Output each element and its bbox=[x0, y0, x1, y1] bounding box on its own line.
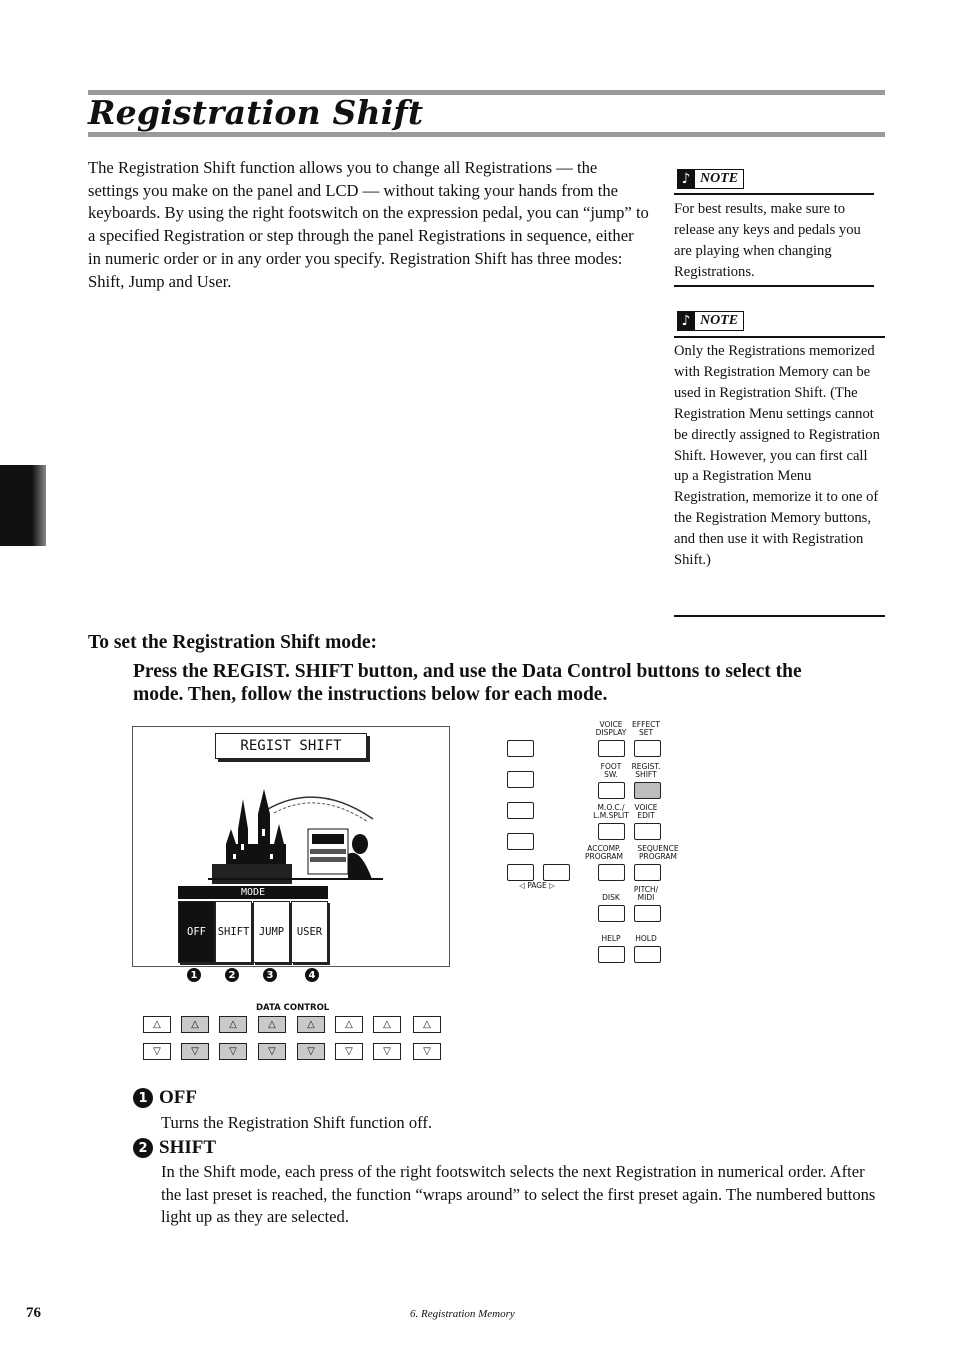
callout-3: 3 bbox=[263, 968, 277, 982]
lcd-side-button-1[interactable] bbox=[507, 740, 534, 757]
mode-off-button[interactable]: OFF bbox=[178, 901, 215, 963]
note-header-2 bbox=[677, 310, 744, 331]
voice-display-label: VOICE DISPLAY bbox=[595, 720, 627, 737]
music-note-icon: ♪ bbox=[677, 169, 695, 189]
mode-user-button[interactable]: USER bbox=[291, 901, 328, 963]
section-number: 1 bbox=[133, 1088, 153, 1108]
data-control-down-button-2[interactable]: ▽ bbox=[181, 1043, 209, 1060]
lcd-display bbox=[132, 726, 450, 967]
note-divider bbox=[674, 615, 885, 617]
effect-set-label: EFFECT SET bbox=[632, 720, 660, 737]
note-label: NOTE bbox=[695, 169, 744, 189]
data-control-down-button-5[interactable]: ▽ bbox=[297, 1043, 325, 1060]
title-rule-bottom bbox=[88, 132, 885, 137]
regist-shift-label: REGIST. SHIFT bbox=[631, 762, 661, 779]
data-control-up-button-7[interactable]: △ bbox=[373, 1016, 401, 1033]
note-text-2: Only the Registrations memorized with Registration Memory can be used in Registration Shift. (The Registration Menu settings cannot be directly assigned to Registration Shift. However, you can first call up a Registration Menu Registration, memorize it to one of the Registration Memory buttons, and then use it with Registration Shift.) bbox=[674, 343, 880, 569]
data-control-down-button-6[interactable]: ▽ bbox=[335, 1043, 363, 1060]
data-control-up-button-8[interactable]: △ bbox=[413, 1016, 441, 1033]
section-number: 2 bbox=[133, 1138, 153, 1158]
lcd-side-button-3[interactable] bbox=[507, 802, 534, 819]
intro-paragraph: The Registration Shift function allows you to change all Registrations — the settings you make on the panel and LCD — without taking your hands from the keyboards. By using the right footswitch on the expression pedal, you can “jump” to a specified Registration or step through the panel Registrations in sequence, either in numeric order or in any order you specify. Registration Shift has three modes: Shift, Jump and User. bbox=[88, 158, 649, 291]
help-label: HELP bbox=[601, 934, 621, 943]
data-control-label: DATA CONTROL bbox=[256, 1003, 330, 1013]
page-label: ◁ PAGE ▷ bbox=[519, 881, 555, 890]
note-text-1: For best results, make sure to release any keys and pedals you are playing when changing Registrations. bbox=[674, 201, 861, 280]
data-control-up-button-5[interactable]: △ bbox=[297, 1016, 325, 1033]
regist-shift-button[interactable] bbox=[634, 782, 661, 799]
help-button[interactable] bbox=[598, 946, 625, 963]
mode-jump-button[interactable]: JUMP bbox=[253, 901, 290, 963]
sequence-program-label: SEQUENCE PROGRAM bbox=[637, 844, 679, 861]
mode-shift-button[interactable]: SHIFT bbox=[215, 901, 252, 963]
section-title: OFF bbox=[159, 1087, 197, 1108]
data-control-up-button-1[interactable]: △ bbox=[143, 1016, 171, 1033]
foot-sw-button[interactable] bbox=[598, 782, 625, 799]
running-footer: 6. Registration Memory bbox=[410, 1308, 515, 1320]
voice-edit-button[interactable] bbox=[634, 823, 661, 840]
accomp-program-button[interactable] bbox=[598, 864, 625, 881]
foot-sw-label: FOOT SW. bbox=[600, 762, 622, 779]
heading-instructions: Press the REGIST. SHIFT button, and use the Data Control buttons to select the mode. Then, follow the instructions below for each mode. bbox=[133, 661, 802, 705]
data-control-down-button-4[interactable]: ▽ bbox=[258, 1043, 286, 1060]
lcd-side-button-4[interactable] bbox=[507, 833, 534, 850]
voice-display-button[interactable] bbox=[598, 740, 625, 757]
page-title: Registration Shift bbox=[88, 93, 424, 132]
lcd-side-button-2[interactable] bbox=[507, 771, 534, 788]
moc-label: M.O.C./ L.M.SPLIT bbox=[593, 803, 629, 820]
data-control-up-button-3[interactable]: △ bbox=[219, 1016, 247, 1033]
lcd-title: REGIST SHIFT bbox=[215, 733, 367, 759]
pitch-midi-button[interactable] bbox=[634, 905, 661, 922]
disk-label: DISK bbox=[602, 893, 620, 902]
music-note-icon: ♪ bbox=[677, 311, 695, 331]
section-shift-heading bbox=[133, 1137, 216, 1159]
accomp-program-label: ACCOMP. PROGRAM bbox=[585, 844, 623, 861]
voice-edit-label: VOICE EDIT bbox=[634, 803, 658, 820]
note-header-1 bbox=[677, 168, 744, 189]
hold-button[interactable] bbox=[634, 946, 661, 963]
mode-label-bar: MODE bbox=[178, 886, 328, 899]
pitch-midi-label: PITCH/ MIDI bbox=[633, 885, 659, 902]
note-divider bbox=[674, 285, 874, 287]
data-control-up-button-6[interactable]: △ bbox=[335, 1016, 363, 1033]
hold-label: HOLD bbox=[635, 934, 657, 943]
data-control-up-button-4[interactable]: △ bbox=[258, 1016, 286, 1033]
page-number: 76 bbox=[26, 1305, 41, 1321]
note-divider bbox=[674, 336, 885, 338]
data-control-down-button-1[interactable]: ▽ bbox=[143, 1043, 171, 1060]
page-left-button[interactable] bbox=[507, 864, 534, 881]
note-label: NOTE bbox=[695, 311, 744, 331]
effect-set-button[interactable] bbox=[634, 740, 661, 757]
section-off-body: Turns the Registration Shift function off. bbox=[161, 1113, 433, 1132]
data-control-up-button-2[interactable]: △ bbox=[181, 1016, 209, 1033]
moc-button[interactable] bbox=[598, 823, 625, 840]
data-control-down-button-3[interactable]: ▽ bbox=[219, 1043, 247, 1060]
page-right-button[interactable] bbox=[543, 864, 570, 881]
castle-organ-illustration bbox=[208, 789, 383, 889]
note-divider bbox=[674, 193, 874, 195]
callout-4: 4 bbox=[305, 968, 319, 982]
callout-1: 1 bbox=[187, 968, 201, 982]
data-control-down-button-8[interactable]: ▽ bbox=[413, 1043, 441, 1060]
section-title: SHIFT bbox=[159, 1137, 217, 1158]
section-off-heading bbox=[133, 1087, 197, 1109]
data-control-down-button-7[interactable]: ▽ bbox=[373, 1043, 401, 1060]
section-shift-body: In the Shift mode, each press of the right footswitch selects the next Registration in numerical order. After the last preset is reached, the function “wraps around” to select the first preset again. The numbered buttons light up as they are selected. bbox=[161, 1162, 876, 1227]
callout-2: 2 bbox=[225, 968, 239, 982]
chapter-thumb-tab bbox=[0, 465, 46, 546]
sequence-program-button[interactable] bbox=[634, 864, 661, 881]
disk-button[interactable] bbox=[598, 905, 625, 922]
heading-set-mode: To set the Registration Shift mode: bbox=[88, 632, 378, 653]
